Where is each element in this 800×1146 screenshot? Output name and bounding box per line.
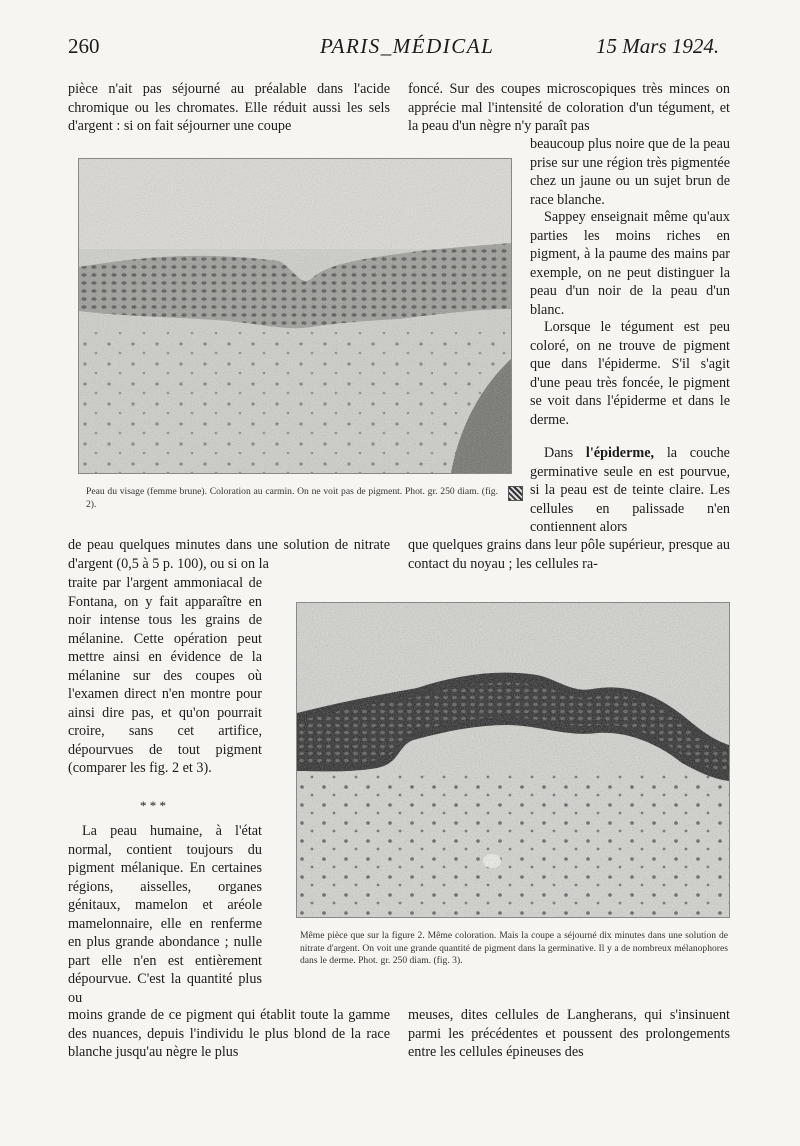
left-col-mid-text: de peau quelques minutes dans une solution de nitrate d'argent (0,5 à 5 p. 100), ou si on la — [68, 537, 390, 572]
epiderme-paragraph: Dans l'épiderme, la couche germinative seule en est pourvue, si la peau est de teinte claire. Les cellules en palissade n'en contiennent alors — [530, 445, 730, 535]
journal-title: PARIS_MÉDICAL — [320, 34, 495, 58]
figure-1-photo — [78, 158, 512, 474]
left-col-beside-fig2-text: traite par l'argent ammoniacal de Fontana, on y fait apparaître en noir intense tous les grains de mélanine. Cette opération peut mettre ainsi en évidence de la mélanine sur des coupes où l'examen direct n'en montre pour ainsi dire pas, et qu'on pourrait croire, sans cet artifice, dépourvues de tout pigment (comparer les fig. 2 et 3). — [68, 575, 262, 776]
peau-humaine-paragraph: La peau humaine, à l'état normal, contient toujours du pigment mélanique. En certaines régions, aisselles, organes génitaux, mamelon et aréole mamelonnaire, elle en renferme en plus grande abondance ; nulle part elle n'en est entièrement dépourvue. C'est la quantité plus ou — [68, 823, 262, 1006]
figure-2-caption: Même pièce que sur la figure 2. Même coloration. Mais la coupe a séjourné dix minutes dans une solution de nitrate d'argent. On voit une grande quantité de pigment dans la germinative. Il y a de nombreux mélanophores dans le derme. Phot. gr. 250 diam. (fig. 3). — [300, 930, 728, 966]
right-col-top-text: foncé. Sur des coupes microscopiques très minces on apprécie mal l'intensité de coloration d'un tégument, et la peau d'un nègre n'y paraît pas — [408, 81, 730, 134]
asterism: * * * — [140, 798, 166, 813]
page-number: 260 — [68, 34, 100, 58]
figure-1-caption: Peau du visage (femme brune). Coloration au carmin. On ne voit pas de pigment. Phot. gr. 250 diam. (fig. 2). — [86, 486, 498, 510]
right-col-beside-fig1-text: beaucoup plus noire que de la peau prise sur une région très pigmentée chez un jaune ou un sujet brun de race blanche. — [530, 136, 730, 208]
left-col-bottom-text: moins grande de ce pigment qui établit toute la gamme des nuances, depuis l'individu le plus blond de la race blanche jusqu'au nègre le plus — [68, 1007, 390, 1060]
lorsque-paragraph: Lorsque le tégument est peu coloré, on ne trouve de pigment que dans l'épiderme. S'il s'agit d'une peau très foncée, le pigment se voit dans l'épiderme et dans le derme. — [530, 319, 730, 428]
publisher-mark-icon — [508, 486, 523, 501]
right-col-mid-text: que quelques grains dans leur pôle supérieur, presque au contact du noyau ; les cellules ra- — [408, 537, 730, 572]
issue-date: 15 Mars 1924. — [596, 34, 720, 58]
figure-1-micrograph — [79, 159, 511, 473]
figure-2-photo — [296, 602, 730, 918]
left-col-top-text: pièce n'ait pas séjourné au préalable dans l'acide chromique ou les chromates. Elle réduit aussi les sels d'argent : si on fait séjourner une coupe — [68, 81, 390, 134]
sappey-paragraph: Sappey enseignait même qu'aux parties les moins riches en pigment, à la paume des mains par exemple, on ne peut distinguer la peau d'un noir de la peau d'un blanc. — [530, 209, 730, 318]
figure-2-micrograph — [297, 603, 729, 917]
right-col-bottom-text: meuses, dites cellules de Langherans, qui s'insinuent parmi les précédentes et poussent des prolongements entre les cellules épineuses des — [408, 1007, 730, 1060]
